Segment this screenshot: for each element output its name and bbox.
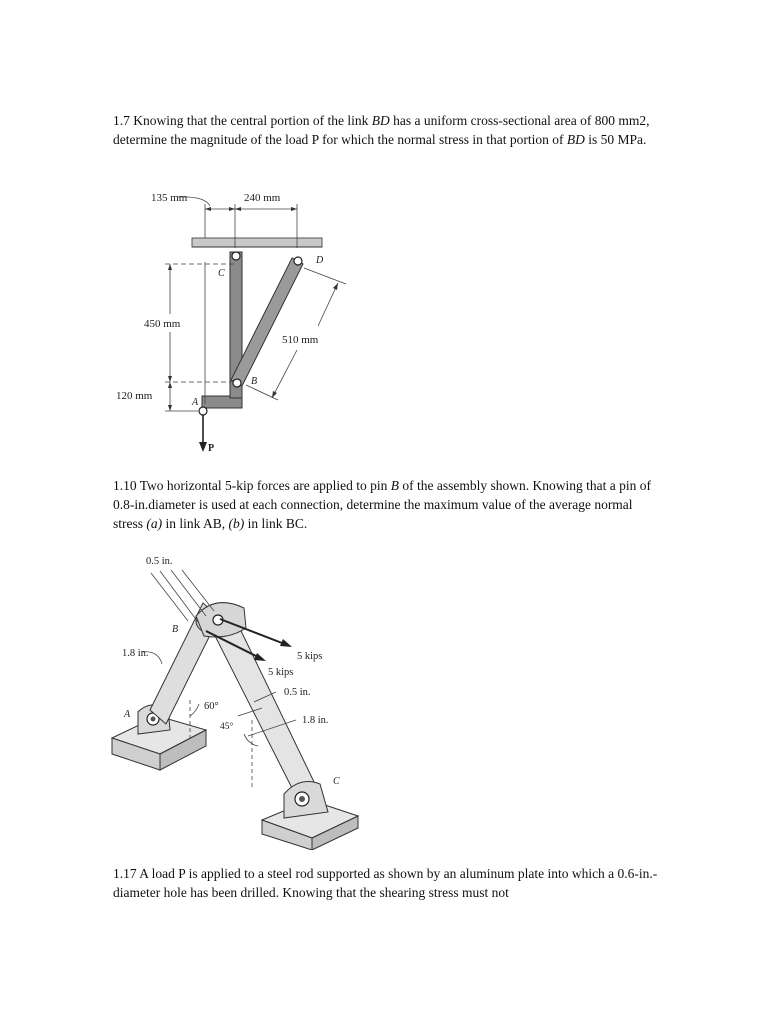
point-b-label: B: [172, 624, 179, 635]
problem-1-17-text: 1.17 A load P is applied to a steel rod supported as shown by an aluminum plate into which a 0.6-in.-diameter hole has been drilled. Knowing that the shearing stress must not: [113, 866, 658, 900]
point-a-label: A: [124, 709, 131, 720]
dim-510-label: 510 mm: [282, 334, 319, 346]
dim-240-label: 240 mm: [244, 192, 281, 204]
angle-45-label: 45°: [220, 722, 234, 732]
point-d-label: D: [316, 255, 324, 266]
var-bd: BD: [371, 113, 390, 128]
problem-1-7-text: 1.7 Knowing that the central portion of the link BD has a uniform cross-sectional area of 800 mm2, determine the magnitude of the load P for which the normal stress in that portion of BD is 50 MPa.: [113, 113, 650, 147]
dim-120-label: 120 mm: [116, 390, 153, 402]
part-b: (b): [228, 516, 245, 531]
dim-18-right-label: 1.8 in.: [302, 715, 329, 726]
problem-1-10-text: 1.10 Two horizontal 5-kip forces are applied to pin B of the assembly shown. Knowing that a pin of 0.8-in.diameter is used at each connection, determine the maximum value of the average normal stress (a) in link AB, (b) in link BC.: [113, 478, 651, 531]
angle-60-label: 60°: [204, 701, 219, 712]
point-c-label: C: [333, 776, 340, 787]
figure-link-bd: [110, 180, 350, 460]
var-bd: BD: [566, 132, 585, 147]
force-1-label: 5 kips: [297, 651, 323, 662]
figure-pin-assembly: [108, 548, 368, 850]
dim-135-label: 135 mm: [151, 192, 188, 204]
var-b: B: [390, 478, 399, 493]
dim-05-top-label: 0.5 in.: [146, 556, 173, 567]
dim-18-left-label: 1.8 in.: [122, 648, 149, 659]
load-p-label: P: [208, 443, 215, 454]
point-c-label: C: [218, 268, 225, 279]
part-a: (a): [146, 516, 163, 531]
point-b-label: B: [251, 376, 258, 387]
point-a-label: A: [192, 397, 199, 408]
force-2-label: 5 kips: [268, 667, 294, 678]
dim-05-right-label: 0.5 in.: [284, 687, 311, 698]
dim-450-label: 450 mm: [144, 318, 181, 330]
